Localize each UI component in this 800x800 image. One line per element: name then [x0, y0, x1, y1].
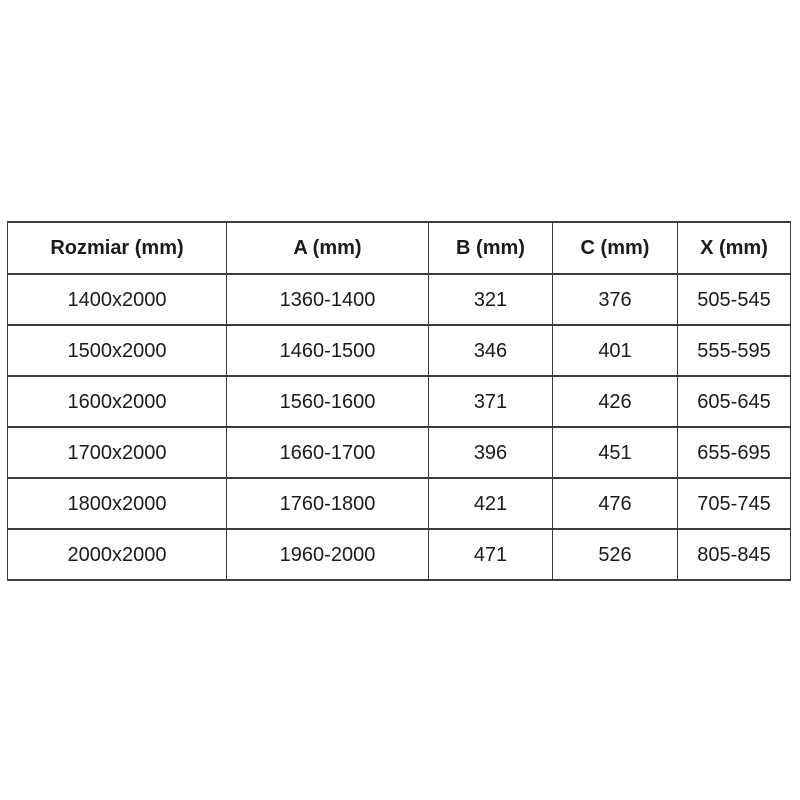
table-cell: 426 [553, 376, 678, 427]
table-cell: 1460-1500 [227, 325, 429, 376]
table-header-row [8, 222, 791, 274]
table-cell: 476 [553, 478, 678, 529]
table-header [8, 222, 791, 274]
table-row [8, 478, 791, 529]
table-cell: 471 [429, 529, 553, 580]
table-row [8, 427, 791, 478]
table-cell: 321 [429, 274, 553, 325]
table-row [8, 325, 791, 376]
table-cell: 401 [553, 325, 678, 376]
table-cell: 1700x2000 [8, 427, 227, 478]
table-cell: 2000x2000 [8, 529, 227, 580]
table-cell: 451 [553, 427, 678, 478]
table-cell: 371 [429, 376, 553, 427]
table-cell: 396 [429, 427, 553, 478]
column-header: Rozmiar (mm) [8, 222, 227, 274]
table-cell: 555-595 [678, 325, 791, 376]
table-cell: 376 [553, 274, 678, 325]
table-cell: 705-745 [678, 478, 791, 529]
table-cell: 1500x2000 [8, 325, 227, 376]
size-dimensions-table [7, 221, 791, 581]
table-cell: 1660-1700 [227, 427, 429, 478]
column-header: A (mm) [227, 222, 429, 274]
table-body [8, 274, 791, 580]
table-cell: 1800x2000 [8, 478, 227, 529]
column-header: X (mm) [678, 222, 791, 274]
table-cell: 1400x2000 [8, 274, 227, 325]
table-row [8, 274, 791, 325]
table-cell: 421 [429, 478, 553, 529]
table-cell: 1760-1800 [227, 478, 429, 529]
table-cell: 605-645 [678, 376, 791, 427]
column-header: B (mm) [429, 222, 553, 274]
table-cell: 526 [553, 529, 678, 580]
table-cell: 1560-1600 [227, 376, 429, 427]
column-header: C (mm) [553, 222, 678, 274]
table-row [8, 529, 791, 580]
table-cell: 346 [429, 325, 553, 376]
table-cell: 655-695 [678, 427, 791, 478]
table-cell: 1960-2000 [227, 529, 429, 580]
table-cell: 505-545 [678, 274, 791, 325]
table-cell: 1360-1400 [227, 274, 429, 325]
table-cell: 805-845 [678, 529, 791, 580]
table-cell: 1600x2000 [8, 376, 227, 427]
table-row [8, 376, 791, 427]
